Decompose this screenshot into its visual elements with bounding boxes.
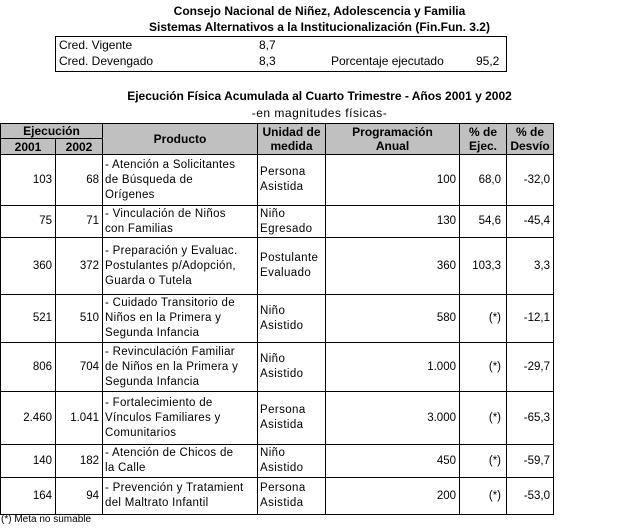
cell-2002: 510: [56, 295, 103, 343]
producto-line: con Familias: [105, 222, 174, 235]
cell-producto: [103, 478, 258, 515]
table-row: [1, 478, 554, 515]
cred-vigente-value: 8,7: [259, 38, 276, 52]
cell-unidad: [258, 155, 326, 206]
unidad-line: Asistido: [260, 319, 304, 332]
cell-2002: 68: [56, 155, 103, 206]
producto-line: de Búsqueda de: [105, 173, 193, 186]
cell-2002: 1.041: [56, 392, 103, 445]
table-row: [1, 238, 554, 295]
cell-2001: 360: [1, 238, 56, 295]
cell-2001: 2.460: [1, 392, 56, 445]
table-row: [1, 392, 554, 445]
cred-devengado-label: Cred. Devengado: [59, 54, 154, 68]
cell-pct-ejec: 103,3: [460, 238, 507, 295]
credit-summary-box: [55, 36, 507, 72]
unidad-line: Asistido: [260, 368, 304, 380]
unidad-line: Asistida: [260, 181, 304, 193]
cell-unidad: [258, 238, 326, 295]
cell-pct-ejec: (*): [460, 478, 507, 515]
producto-line: Orígenes: [105, 188, 155, 201]
cell-producto: [103, 155, 258, 206]
cell-2001: 103: [1, 155, 56, 206]
cell-pct-ejec: 54,6: [460, 206, 507, 238]
table-row: [1, 155, 554, 206]
producto-line: Vínculos Familiares y: [105, 411, 221, 424]
footnote: (*) Meta no sumable: [1, 514, 92, 525]
header-programacion: [326, 124, 460, 155]
cell-unidad: [258, 206, 326, 238]
producto-line: del Maltrato Infantil: [105, 497, 209, 509]
cell-unidad: [258, 445, 326, 478]
section-title: Ejecución Física Acumulada al Cuarto Trimestre - Años 2001 y 2002: [127, 89, 512, 103]
header-pct-ejec: [460, 124, 507, 155]
cell-programacion: 200: [326, 478, 460, 515]
cell-desvio: 3,3: [507, 238, 554, 295]
unidad-line: Niño: [260, 304, 286, 317]
cell-2001: 521: [1, 295, 56, 343]
cell-programacion: 130: [326, 206, 460, 238]
unidad-line: Niño: [260, 447, 286, 459]
sub-title: Sistemas Alternativos a la Institucionalización (Fin.Fun. 3.2): [149, 20, 490, 34]
producto-line: - Vinculación de Niños: [105, 207, 226, 220]
cell-pct-ejec: 68,0: [460, 155, 507, 206]
cell-desvio: -65,3: [507, 392, 554, 445]
cell-2002: 94: [56, 478, 103, 515]
producto-line: - Preparación y Evaluac.: [105, 244, 238, 257]
table-row: [1, 206, 554, 238]
cell-programacion: 360: [326, 238, 460, 295]
cell-unidad: [258, 478, 326, 515]
unidad-line: Evaluado: [260, 267, 312, 279]
porcentaje-value: 95,2: [476, 54, 500, 68]
producto-line: de Niños en la Primera y: [105, 360, 239, 373]
execution-table: [0, 123, 554, 515]
table-row: [1, 343, 554, 392]
unidad-line: Niño: [260, 207, 286, 220]
producto-line: Segunda Infancia: [105, 327, 200, 339]
cell-2002: 182: [56, 445, 103, 478]
cell-producto: [103, 392, 258, 445]
cred-vigente-label: Cred. Vigente: [59, 38, 133, 52]
cell-unidad: [258, 392, 326, 445]
header-unidad-line2: medida: [270, 139, 313, 153]
cell-pct-ejec: (*): [460, 392, 507, 445]
producto-line: Postulantes p/Adopción,: [105, 259, 236, 272]
producto-line: Comunitarios: [105, 426, 177, 439]
header-pct-line1: % de: [468, 125, 497, 139]
unidad-line: Egresado: [260, 222, 313, 235]
header-programacion-line2: Anual: [375, 139, 410, 153]
table-row: [1, 295, 554, 343]
cell-desvio: -45,4: [507, 206, 554, 238]
unidad-line: Asistido: [260, 462, 304, 474]
producto-line: Guarda o Tutela: [105, 274, 192, 287]
header-producto: Producto: [103, 124, 258, 155]
cell-2001: 140: [1, 445, 56, 478]
header-desvio: [507, 124, 554, 155]
cell-programacion: 3.000: [326, 392, 460, 445]
cell-desvio: -32,0: [507, 155, 554, 206]
producto-line: Niños en la Primera y: [105, 312, 222, 324]
producto-line: - Atención a Solicitantes: [105, 158, 236, 171]
cell-desvio: -53,0: [507, 478, 554, 515]
cell-unidad: [258, 343, 326, 392]
main-title: Consejo Nacional de Niñez, Adolescencia y Familia: [173, 4, 466, 18]
cell-pct-ejec: (*): [460, 343, 507, 392]
producto-line: - Fortalecimiento de: [105, 396, 213, 409]
producto-line: - Atención de Chicos de: [105, 447, 234, 459]
unidad-line: Persona: [260, 482, 306, 494]
header-unidad: [258, 124, 326, 155]
cell-2001: 75: [1, 206, 56, 238]
cred-devengado-value: 8,3: [259, 54, 276, 68]
cell-2002: 704: [56, 343, 103, 392]
unidad-line: Postulante: [260, 252, 319, 264]
cell-desvio: -12,1: [507, 295, 554, 343]
cell-pct-ejec: (*): [460, 295, 507, 343]
header-2001: 2001: [1, 139, 56, 155]
header-programacion-line1: Programación: [352, 125, 433, 139]
section-subtitle: -en magnitudes físicas-: [251, 106, 388, 120]
header-2002: 2002: [56, 139, 103, 155]
cell-producto: [103, 206, 258, 238]
cell-pct-ejec: (*): [460, 445, 507, 478]
unidad-line: Persona: [260, 166, 306, 178]
header-pct-line2: Ejec.: [468, 139, 498, 153]
cell-desvio: -59,7: [507, 445, 554, 478]
cell-2001: 806: [1, 343, 56, 392]
cell-producto: [103, 445, 258, 478]
producto-line: Segunda Infancia: [105, 375, 200, 388]
cell-producto: [103, 343, 258, 392]
producto-line: - Cuidado Transitorio de: [105, 297, 235, 309]
cell-2002: 372: [56, 238, 103, 295]
cell-2001: 164: [1, 478, 56, 515]
cell-producto: [103, 295, 258, 343]
header-ejecucion: Ejecución: [1, 124, 103, 139]
cell-2002: 71: [56, 206, 103, 238]
porcentaje-label: Porcentaje ejecutado: [331, 54, 444, 68]
header-desvio-line2: Desvío: [510, 139, 550, 153]
cell-producto: [103, 238, 258, 295]
cell-programacion: 1.000: [326, 343, 460, 392]
header-desvio-line1: % de: [515, 125, 544, 139]
unidad-line: Persona: [260, 404, 306, 416]
header-unidad-line1: Unidad de: [262, 125, 321, 139]
cell-programacion: 100: [326, 155, 460, 206]
table-row: [1, 445, 554, 478]
cell-programacion: 450: [326, 445, 460, 478]
cell-unidad: [258, 295, 326, 343]
producto-line: - Revinculación Familiar: [105, 345, 235, 358]
unidad-line: Asistida: [260, 497, 304, 509]
cell-desvio: -29,7: [507, 343, 554, 392]
producto-line: - Prevención y Tratamient: [105, 482, 244, 494]
cell-programacion: 580: [326, 295, 460, 343]
producto-line: la Calle: [105, 462, 146, 474]
unidad-line: Asistida: [260, 419, 304, 431]
unidad-line: Niño: [260, 353, 286, 365]
